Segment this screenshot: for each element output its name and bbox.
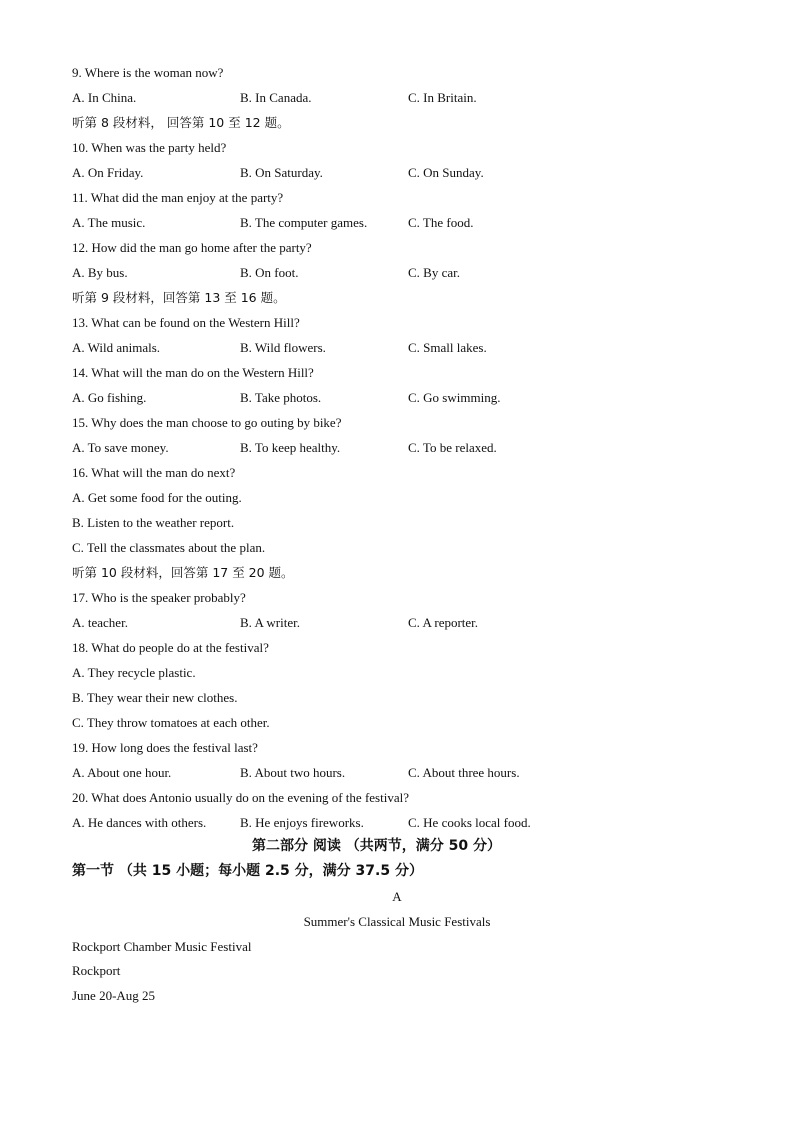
question-line: C. They throw tomatoes at each other. [72,715,270,730]
option-b: B. He enjoys fireworks. [240,815,364,830]
question-line: A. Get some food for the outing. [72,490,242,505]
section-instruction: 听第 9 段材料，回答第 13 至 16 题。 [72,290,286,305]
question-line: 10. When was the party held? [72,140,227,155]
options-row [72,164,732,182]
option-b: B. On foot. [240,265,299,280]
option-a: A. To save money. [72,440,169,455]
option-b: B. To keep healthy. [240,440,341,455]
question-line: B. Listen to the weather report. [72,515,235,530]
question-line: 13. What can be found on the Western Hill? [72,315,300,330]
option-b: B. Take photos. [240,390,322,405]
option-a: A. teacher. [72,615,128,630]
question-line: 9. Where is the woman now? [72,65,224,80]
question-line: 19. How long does the festival last? [72,740,258,755]
option-c: C. Small lakes. [408,340,487,355]
options-row [72,439,732,457]
question-line: 12. How did the man go home after the party? [72,240,312,255]
question-line: 18. What do people do at the festival? [72,640,269,655]
question-line: 20. What does Antonio usually do on the evening of the festival? [72,790,409,805]
option-a: A. He dances with others. [72,815,207,830]
options-row [72,89,732,107]
question-line: 17. Who is the speaker probably? [72,590,246,605]
passage-title: Summer's Classical Music Festivals [303,914,491,929]
part2-heading: 第二部分 阅读 （共两节，满分 50 分） [252,838,501,854]
option-a: A. On Friday. [72,165,144,180]
question-line: B. They wear their new clothes. [72,690,238,705]
option-c: C. He cooks local food. [408,815,531,830]
options-row [72,339,732,357]
question-line: 11. What did the man enjoy at the party? [72,190,284,205]
option-b: B. In Canada. [240,90,312,105]
options-row [72,764,732,782]
question-line: 14. What will the man do on the Western Hill? [72,365,314,380]
options-row [72,264,732,282]
section1-heading: 第一节 （共 15 小题；每小题 2.5 分，满分 37.5 分） [72,863,423,879]
options-row [72,389,732,407]
option-c: C. Go swimming. [408,390,501,405]
question-line: 16. What will the man do next? [72,465,236,480]
option-c: C. In Britain. [408,90,477,105]
question-line: 15. Why does the man choose to go outing by bike? [72,415,342,430]
option-c: C. To be relaxed. [408,440,497,455]
option-c: C. A reporter. [408,615,479,630]
option-a: A. In China. [72,90,137,105]
option-c: C. The food. [408,215,474,230]
option-b: B. About two hours. [240,765,346,780]
passage-letter: A [392,889,402,904]
question-line: C. Tell the classmates about the plan. [72,540,266,555]
section-instruction: 听第 10 段材料，回答第 17 至 20 题。 [72,565,294,580]
options-row [72,614,732,632]
option-a: A. By bus. [72,265,128,280]
passage-line: Rockport Chamber Music Festival [72,939,252,954]
option-c: C. By car. [408,265,460,280]
options-row [72,814,732,832]
question-line: A. They recycle plastic. [72,665,196,680]
option-a: A. The music. [72,215,146,230]
option-b: B. A writer. [240,615,300,630]
passage-line: June 20-Aug 25 [72,988,156,1003]
section-instruction: 听第 8 段材料， 回答第 10 至 12 题。 [72,115,290,130]
option-a: A. Go fishing. [72,390,147,405]
option-a: A. Wild animals. [72,340,161,355]
option-a: A. About one hour. [72,765,172,780]
passage-line: Rockport [72,963,121,978]
option-c: C. About three hours. [408,765,520,780]
option-b: B. The computer games. [240,215,368,230]
options-row [72,214,732,232]
option-c: C. On Sunday. [408,165,484,180]
option-b: B. Wild flowers. [240,340,326,355]
option-b: B. On Saturday. [240,165,323,180]
